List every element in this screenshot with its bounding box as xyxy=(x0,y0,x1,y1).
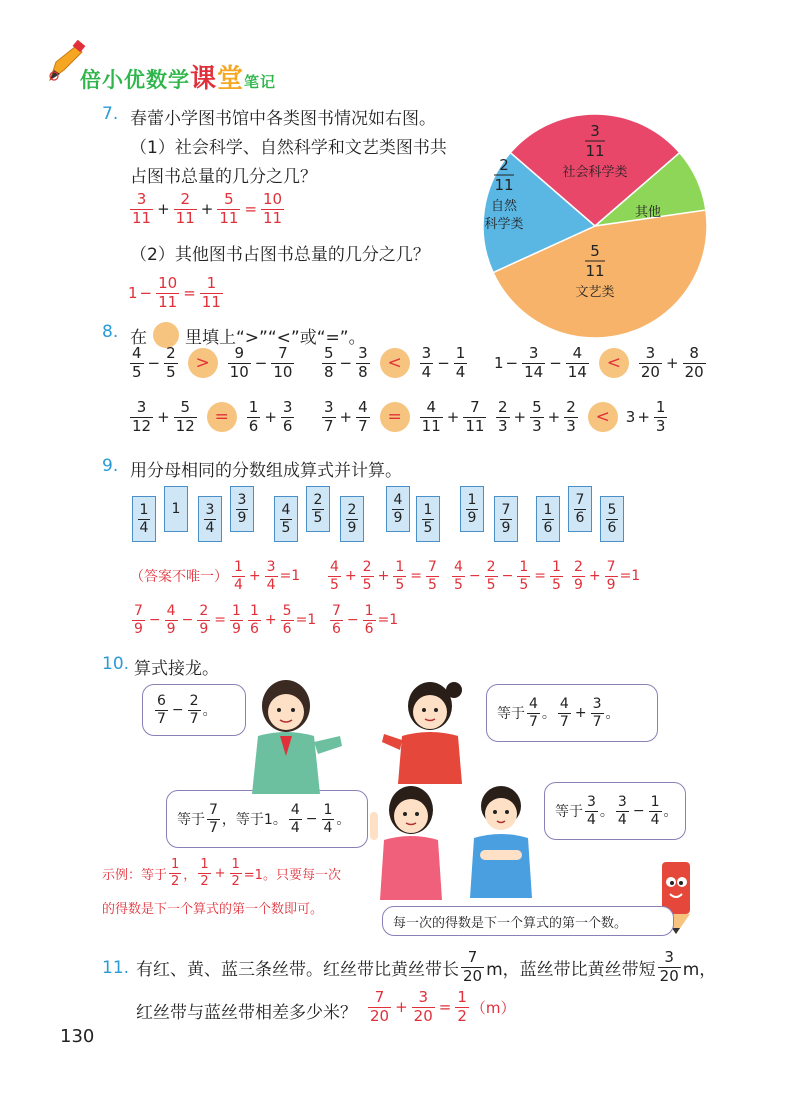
pie-label: 其他 xyxy=(634,205,662,220)
answer-circle: < xyxy=(380,348,410,378)
q7-number: 7. xyxy=(102,104,119,124)
pie-label: 文艺类 xyxy=(575,285,615,300)
answer-circle: < xyxy=(588,402,618,432)
girl-green-illustration xyxy=(236,676,346,796)
number-card: $\frac{3}{4}$ xyxy=(198,496,222,542)
q8-stem: 在 里填上“>”“<”或“=”。 xyxy=(130,322,366,348)
number-card: $\frac{4}{9}$ xyxy=(386,486,410,532)
q10-example-line1: 示例：等于 $\frac{1}{2}$ ， $\frac{1}{2}$ + $\frac{1}{2}$ =1。只要每一次 xyxy=(102,857,341,889)
number-card: $\frac{1}{5}$ xyxy=(416,496,440,542)
book-pie-chart xyxy=(470,108,720,348)
q9-answer-6: $\frac{1}{6}$ + $\frac{5}{6}$ =1 xyxy=(250,603,317,637)
speech-bubble-3: 等于 $\frac{7}{7}$ ，等于1。 $\frac{4}{4}$ − $\frac{1}{4}$ 。 xyxy=(166,790,368,848)
pie-label: 社会科学类 xyxy=(562,165,628,180)
number-card: $\frac{7}{9}$ xyxy=(494,496,518,542)
q10-stem: 算式接龙。 xyxy=(134,659,219,679)
q10-number: 10. xyxy=(102,654,130,674)
q8-item: 1 − $\frac{3}{14}$ − $\frac{4}{14}$ < $\frac{3}{20}$ + $\frac{8}{20}$ xyxy=(494,344,704,381)
q9-number: 9. xyxy=(102,456,119,476)
number-card: 1 xyxy=(164,486,188,532)
q7-stem: 春蕾小学图书馆中各类图书情况如右图。 xyxy=(130,109,436,129)
q9-answer-2: $\frac{4}{5}$ + $\frac{2}{5}$ + $\frac{1}{5}$ = $\frac{7}{5}$ xyxy=(330,559,437,593)
q8-number: 8. xyxy=(102,322,119,342)
number-card: $\frac{7}{6}$ xyxy=(568,486,592,532)
header-logo xyxy=(80,58,276,95)
number-card: $\frac{1}{6}$ xyxy=(536,496,560,542)
q7-sub2: （2）其他图书占图书总量的几分之几？ xyxy=(130,245,430,265)
q9-answer-4: $\frac{2}{9}$ + $\frac{7}{9}$ =1 xyxy=(574,559,641,593)
q8-item: $\frac{4}{5}$ − $\frac{2}{5}$ > $\frac{9}{10}$ − $\frac{7}{10}$ xyxy=(132,344,293,381)
q7-sub2-answer: 1 − $\frac{10}{11}$ = $\frac{1}{11}$ xyxy=(128,274,221,311)
answer-circle: < xyxy=(599,348,629,378)
speech-bubble-1: $\frac{6}{7}$ − $\frac{2}{7}$ 。 xyxy=(142,684,246,736)
number-card: $\frac{4}{5}$ xyxy=(274,496,298,542)
number-card: $\frac{2}{9}$ xyxy=(340,496,364,542)
logo-big2: 堂 xyxy=(217,64,245,94)
page-number: 130 xyxy=(60,1026,95,1047)
q9-answer-1: （答案不唯一） $\frac{1}{4}$ + $\frac{3}{4}$ =1 xyxy=(130,559,301,593)
girl-red-illustration xyxy=(380,676,480,786)
q7-sub1-line1: （1）社会科学、自然科学和文艺类图书共 xyxy=(130,138,447,158)
q7-sub1-line2: 占图书总量的几分之几？ xyxy=(130,167,317,187)
pie-fraction-denominator: 11 xyxy=(494,176,514,194)
number-card: $\frac{3}{9}$ xyxy=(230,486,254,532)
answer-circle: = xyxy=(207,402,237,432)
pie-fraction-numerator: 3 xyxy=(590,122,600,140)
number-card: $\frac{2}{5}$ xyxy=(306,486,330,532)
q8-item: $\frac{3}{12}$ + $\frac{5}{12}$ = $\frac{1}{6}$ + $\frac{3}{6}$ xyxy=(132,398,293,435)
q11-line2: 红丝带与蓝丝带相差多少米？ xyxy=(136,1003,357,1023)
pie-fraction-numerator: 2 xyxy=(499,156,509,174)
q9-answer-5: $\frac{7}{9}$ − $\frac{4}{9}$ − $\frac{2}{9}$ = $\frac{1}{9}$ xyxy=(134,603,241,637)
hint-bubble: 每一次的得数是下一个算式的第一个数。 xyxy=(382,906,674,936)
q11-line1: 有红、黄、蓝三条丝带。红丝带比黄丝带长 $\frac{7}{20}$ m，蓝丝带比黄丝带短 $\frac{3}{20}$ m， xyxy=(136,947,717,985)
boy-blue-illustration xyxy=(466,782,536,898)
logo-big1: 课 xyxy=(190,64,218,94)
answer-circle: > xyxy=(188,348,218,378)
logo-small: 笔记 xyxy=(244,73,277,91)
number-card: $\frac{5}{6}$ xyxy=(600,496,624,542)
q7-sub1-answer: $\frac{3}{11}$ + $\frac{2}{11}$ + $\frac{5}{11}$ = $\frac{10}{11}$ xyxy=(132,190,283,227)
pie-fraction-denominator: 11 xyxy=(585,142,605,160)
number-card: $\frac{1}{9}$ xyxy=(460,486,484,532)
q8-item: $\frac{3}{7}$ + $\frac{4}{7}$ = $\frac{4}{11}$ + $\frac{7}{11}$ xyxy=(324,398,485,435)
answer-circle: = xyxy=(380,402,410,432)
pie-fraction-denominator: 11 xyxy=(585,262,605,280)
q9-stem: 用分母相同的分数组成算式并计算。 xyxy=(130,461,402,481)
q11-answer: $\frac{7}{20}$ + $\frac{3}{20}$ = $\frac{1}{2}$ （m） xyxy=(370,988,516,1025)
pie-fraction-numerator: 5 xyxy=(590,242,600,260)
speech-bubble-2: 等于 $\frac{4}{7}$ 。 $\frac{4}{7}$ + $\frac{3}{7}$ 。 xyxy=(486,684,658,742)
pie-label: 自然 xyxy=(490,199,518,214)
q11-number: 11. xyxy=(102,958,130,978)
speech-bubble-4: 等于 $\frac{3}{4}$ 。 $\frac{3}{4}$ − $\frac{1}{4}$ 。 xyxy=(544,782,686,840)
q9-answer-3: $\frac{4}{5}$ − $\frac{2}{5}$ − $\frac{1}{5}$ = $\frac{1}{5}$ xyxy=(454,559,561,593)
q8-item: $\frac{5}{8}$ − $\frac{3}{8}$ < $\frac{3}{4}$ − $\frac{1}{4}$ xyxy=(324,344,466,381)
q10-example-line2: 的得数是下一个算式的第一个数即可。 xyxy=(102,902,324,917)
logo-main: 倍小优数学 xyxy=(80,68,190,92)
number-card: $\frac{1}{4}$ xyxy=(132,496,156,542)
girl-pink-illustration xyxy=(366,782,456,902)
q8-item: $\frac{2}{3}$ + $\frac{5}{3}$ + $\frac{2}{3}$ < 3 + $\frac{1}{3}$ xyxy=(498,398,666,435)
q9-answer-7: $\frac{7}{6}$ − $\frac{1}{6}$ =1 xyxy=(332,603,399,637)
pie-label: 科学类 xyxy=(484,217,524,232)
